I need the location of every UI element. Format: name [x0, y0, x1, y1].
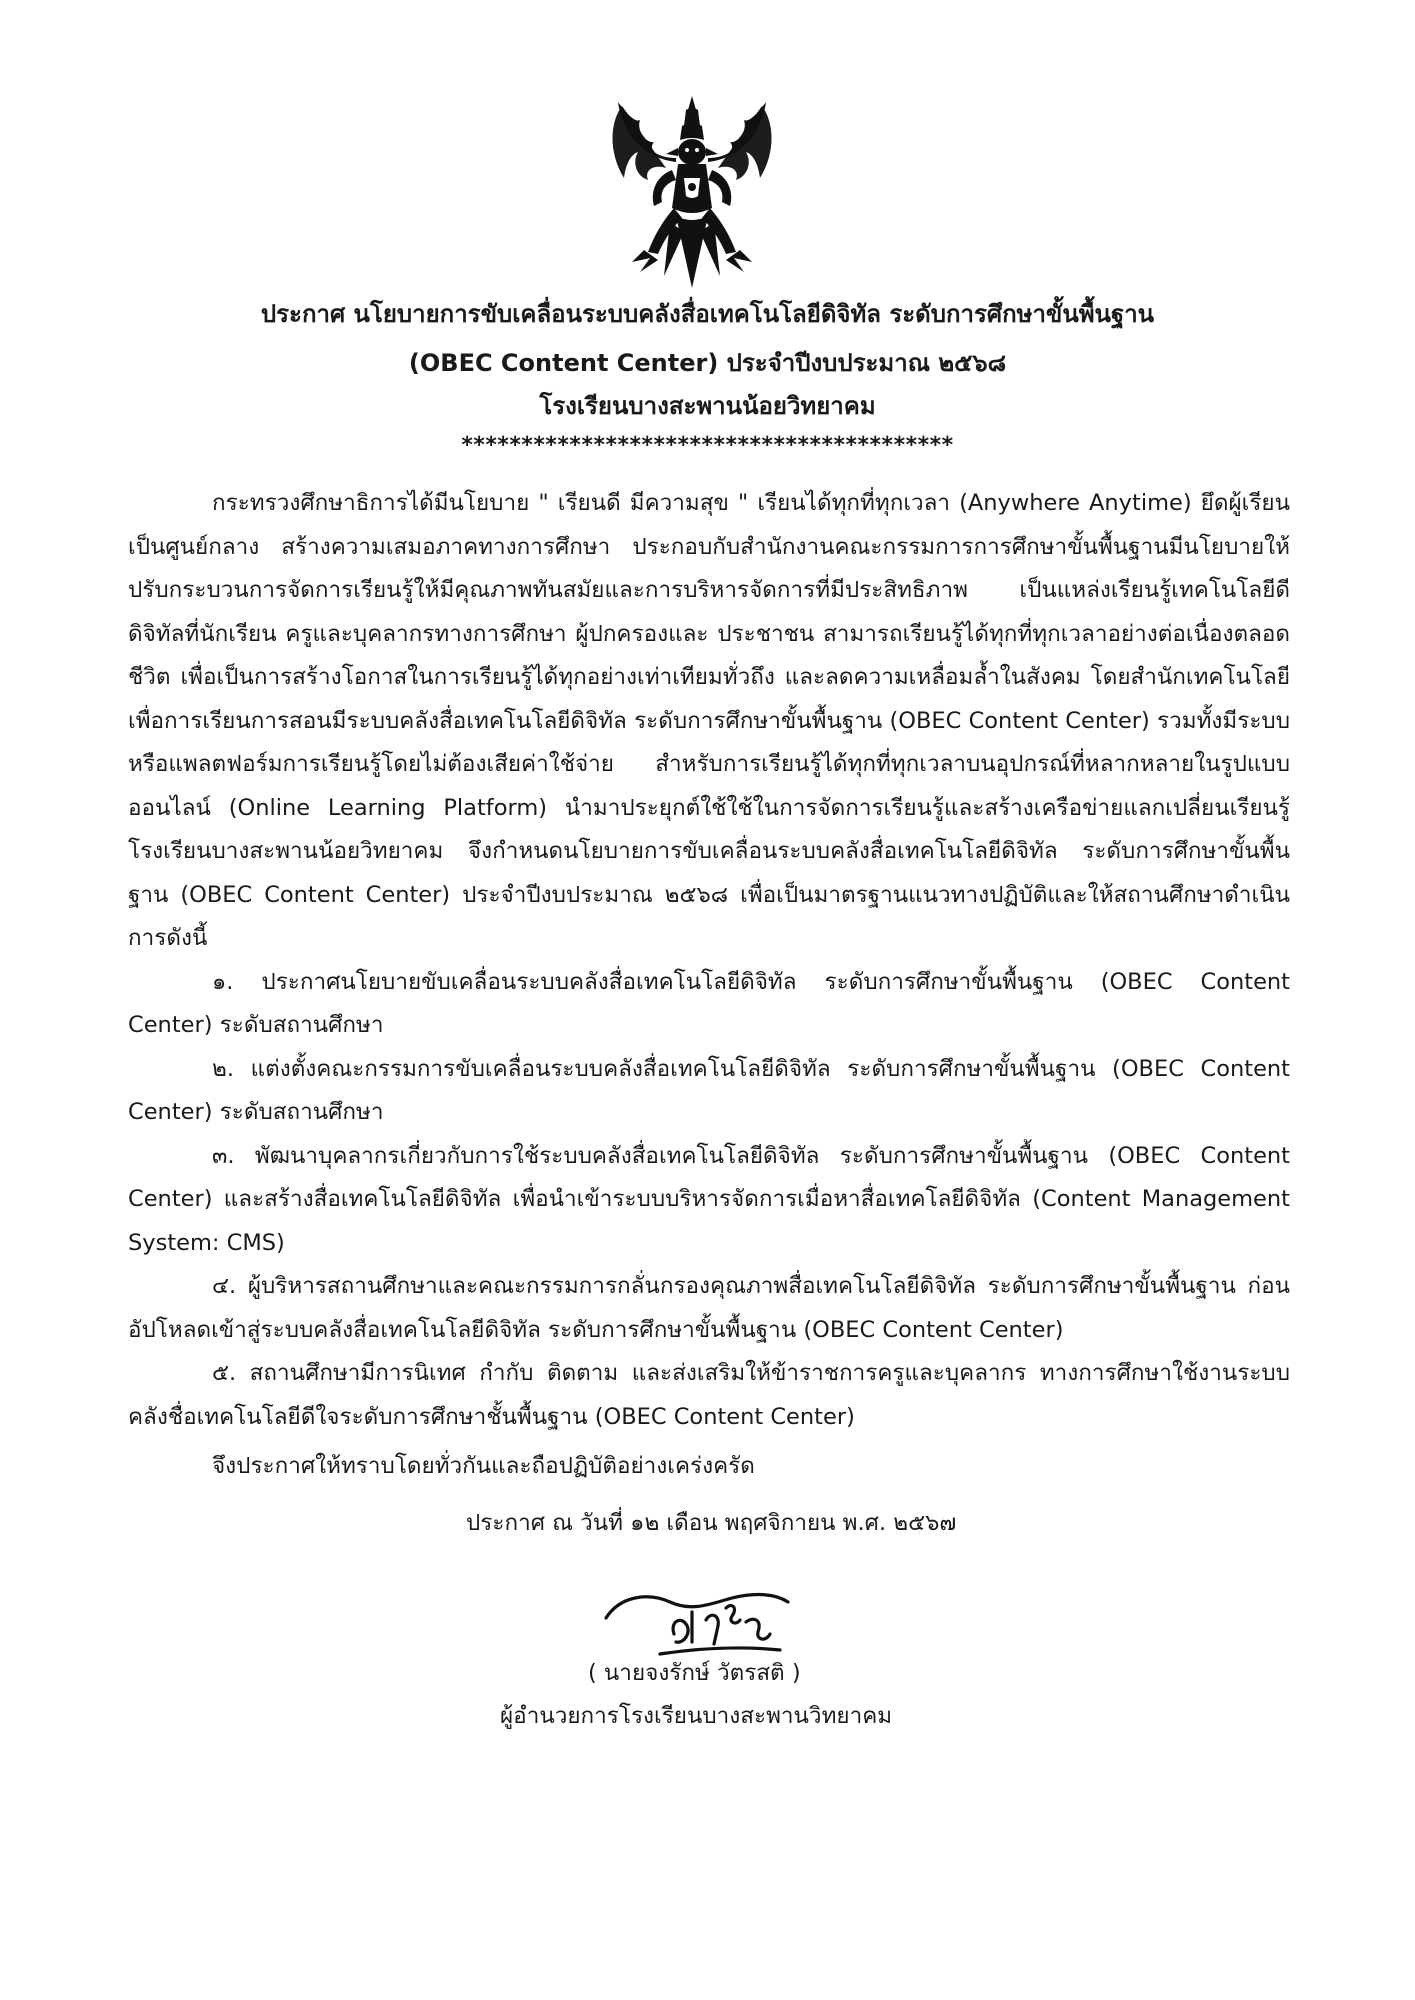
list-item-5: ๕. สถานศึกษามีการนิเทศ กำกับ ติดตาม และส่งเสริมให้ข้าราชการครูและบุคลากร ทางการศึกษาใช้งานระบบคลังชื่อเทคโนโลยีดีใจระดับการศึกษาชั้นพื้นฐาน (OBEC Content Center)	[128, 1360, 1290, 1430]
announcement-body	[128, 482, 1290, 1439]
intro-paragraph: กระทรวงศึกษาธิการได้มีนโยบาย " เรียนดี มีความสุข " เรียนได้ทุกที่ทุกเวลา (Anywhere Anytime) ยึดผู้เรียนเป็นศูนย์กลาง สร้างความเสมอภาคทางการศึกษา ประกอบกับสำนักงานคณะกรรมการการศึกษาขั้นพื้นฐานมีนโยบายให้ปรับกระบวนการจัดการเรียนรู้ให้มีคุณภาพทันสมัยและการบริหารจัดการที่มีประสิทธิภาพ เป็นแหล่งเรียนรู้เทคโนโลยีดีดิจิทัลที่นักเรียน ครูและบุคลากรทางการศึกษา ผู้ปกครองและ ประชาชน สามารถเรียนรู้ได้ทุกที่ทุกเวลาอย่างต่อเนื่องตลอดชีวิต เพื่อเป็นการสร้างโอกาสในการเรียนรู้ได้ทุกอย่างเท่าเทียมทั่วถึง และลดความเหลื่อมล้ำในสังคม โดยสำนักเทคโนโลยีเพื่อการเรียนการสอนมีระบบคลังสื่อเทคโนโลยีดิจิทัล ระดับการศึกษาขั้นพื้นฐาน (OBEC Content Center) รวมทั้งมีระบบหรือแพลตฟอร์มการเรียนรู้โดยไม่ต้องเสียค่าใช้จ่าย สำหรับการเรียนรู้ได้ทุกที่ทุกเวลาบนอุปกรณ์ที่หลากหลายในรูปแบบออนไลน์ (Online Learning Platform) นำมาประยุกต์ใช้ใช้ในการจัดการเรียนรู้และสร้างเครือข่ายแลกเปลี่ยนเรียนรู้โรงเรียนบางสะพานน้อยวิทยาคม จึงกำหนดนโยบายการขับเคลื่อนระบบคลังสื่อเทคโนโลยีดิจิทัล ระดับการศึกษาขั้นพื้นฐาน (OBEC Content Center) ประจำปีงบประมาณ ๒๕๖๘ เพื่อเป็นมาตรฐานแนวทางปฏิบัติและให้สถานศึกษาดำเนินการดังนี้	[128, 490, 1290, 951]
list-item-2: ๒. แต่งตั้งคณะกรรมการขับเคลื่อนระบบคลังสื่อเทคโนโลยีดิจิทัล ระดับการศึกษาขั้นพื้นฐาน (OBEC Content Center) ระดับสถานศึกษา	[128, 1055, 1290, 1125]
closing-statement: จึงประกาศให้ทราบโดยทั่วกันและถือปฏิบัติอย่างเคร่งครัด	[212, 1453, 755, 1479]
list-item-3: ๓. พัฒนาบุคลากรเกี่ยวกับการใช้ระบบคลังสื่อเทคโนโลยีดิจิทัล ระดับการศึกษาขั้นพื้นฐาน (OBEC Content Center) และสร้างสื่อเทคโนโลยีดิจิทัล เพื่อนำเข้าระบบบริหารจัดการเมื่อหาสื่อเทคโลยีดิจิทัล (Content Management System: CMS)	[128, 1142, 1290, 1256]
title-line-3: โรงเรียนบางสะพานน้อยวิทยาคม	[539, 392, 876, 420]
list-item-4: ๔. ผู้บริหารสถานศึกษาและคณะกรรมการกลั่นกรองคุณภาพสื่อเทคโนโลยีดิจิทัล ระดับการศึกษาขั้นพื้นฐาน ก่อนอัปโหลดเข้าสู่ระบบคลังสื่อเทคโนโลยีดิจิทัล ระดับการศึกษาขั้นพื้นฐาน (OBEC Content Center)	[128, 1273, 1290, 1343]
list-item-1: ๑. ประกาศนโยบายขับเคลื่อนระบบคลังสื่อเทคโนโลยีดิจิทัล ระดับการศึกษาขั้นพื้นฐาน (OBEC Content Center) ระดับสถานศึกษา	[128, 968, 1290, 1038]
garuda-emblem-icon	[592, 92, 792, 292]
signer-name: ( นายจงรักษ์ วัตรสติ )	[588, 1660, 801, 1686]
title-line-2: (OBEC Content Center) ประจำปีงบประมาณ ๒๕๖๘	[408, 349, 1007, 377]
announcement-date: ประกาศ ณ วันที่ ๑๒ เดือน พฤศจิกายน พ.ศ. ๒๕๖๗	[466, 1510, 957, 1536]
title-separator: *****************************************	[461, 433, 954, 458]
title-line-1: ประกาศ นโยบายการขับเคลื่อนระบบคลังสื่อเทคโนโลยีดิจิทัล ระดับการศึกษาขั้นพื้นฐาน	[260, 300, 1155, 328]
signer-position: ผู้อำนวยการโรงเรียนบางสะพานวิทยาคม	[500, 1703, 893, 1729]
